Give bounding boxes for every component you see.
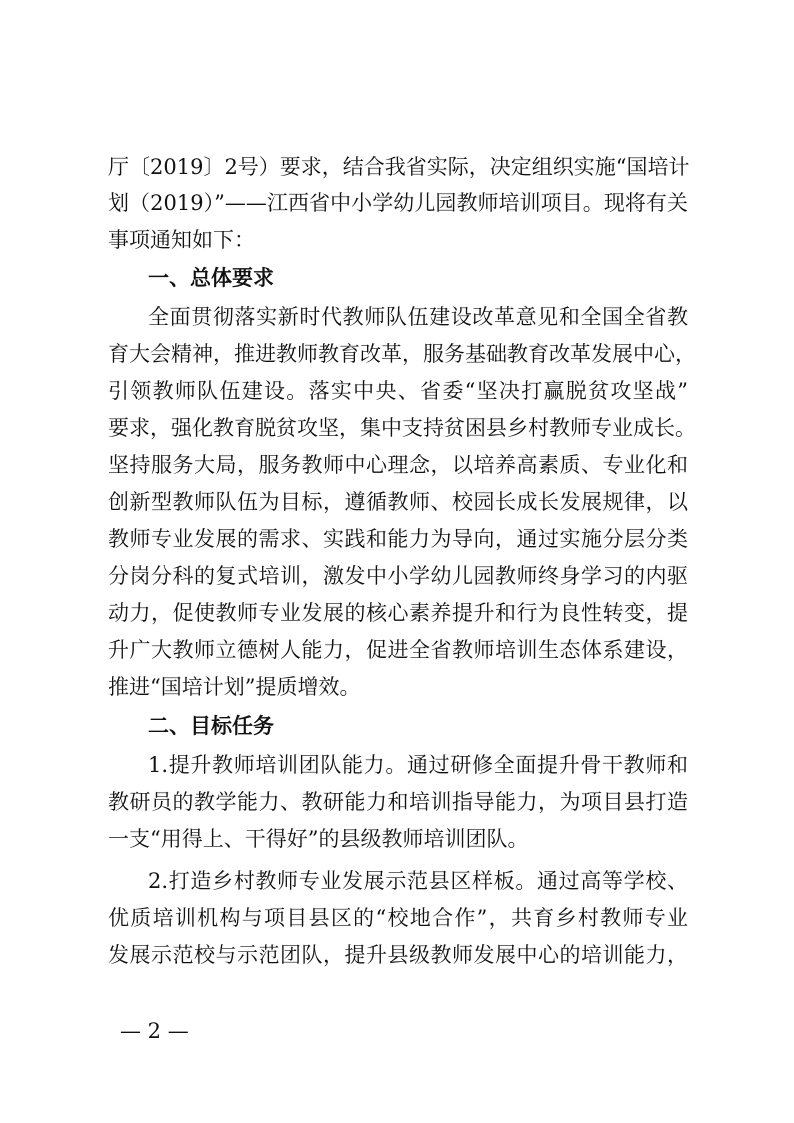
section-heading-goals-and-tasks: 二、目标任务 (148, 714, 274, 738)
section1-line-6: 创新型教师队伍为目标，遵循教师、校园长成长发展规律，以 (108, 490, 688, 514)
section1-line-1: 全面贯彻落实新时代教师队伍建设改革意见和全国全省教 (148, 305, 688, 329)
intro-line-3: 事项通知如下： (108, 228, 255, 252)
section1-line-5: 坚持服务大局，服务教师中心理念，以培养高素质、专业化和 (108, 453, 688, 477)
intro-line-1: 厅〔2019〕2号）要求，结合我省实际，决定组织实施“国培计 (108, 155, 690, 179)
section1-line-10: 升广大教师立德树人能力，促进全省教师培训生态体系建设， (108, 638, 688, 662)
intro-line-2: 划（2019）”——江西省中小学幼儿园教师培训项目。现将有关 (108, 191, 688, 215)
section-heading-general-requirements: 一、总体要求 (148, 266, 274, 290)
section2-item2-line-3: 发展示范校与示范团队，提升县级教师发展中心的培训能力， (108, 943, 688, 967)
section2-item1-line-2: 教研员的教学能力、教研能力和培训指导能力，为项目县打造 (108, 790, 688, 814)
section2-item1-line-3: 一支“用得上、干得好”的县级教师培训团队。 (108, 827, 529, 851)
section1-line-11: 推进“国培计划”提质增效。 (108, 675, 361, 699)
section1-line-7: 教师专业发展的需求、实践和能力为导向，通过实施分层分类 (108, 527, 688, 551)
section2-item1-line-1: 1.提升教师培训团队能力。通过研修全面提升骨干教师和 (148, 753, 688, 777)
section1-line-8: 分岗分科的复式培训，激发中小学幼儿园教师终身学习的内驱 (108, 564, 688, 588)
page-number: — 2 — (120, 1019, 189, 1043)
section2-item2-line-2: 优质培训机构与项目县区的“校地合作”，共育乡村教师专业 (108, 906, 688, 930)
section1-line-3: 引领教师队伍建设。落实中央、省委“坚决打赢脱贫攻坚战” (108, 379, 688, 403)
section1-line-2: 育大会精神，推进教师教育改革，服务基础教育改革发展中心， (108, 342, 696, 366)
section1-line-4: 要求，强化教育脱贫攻坚，集中支持贫困县乡村教师专业成长。 (108, 416, 696, 440)
section1-line-9: 动力，促使教师专业发展的核心素养提升和行为良性转变，提 (108, 601, 688, 625)
section2-item2-line-1: 2.打造乡村教师专业发展示范县区样板。通过高等学校、 (148, 869, 688, 893)
